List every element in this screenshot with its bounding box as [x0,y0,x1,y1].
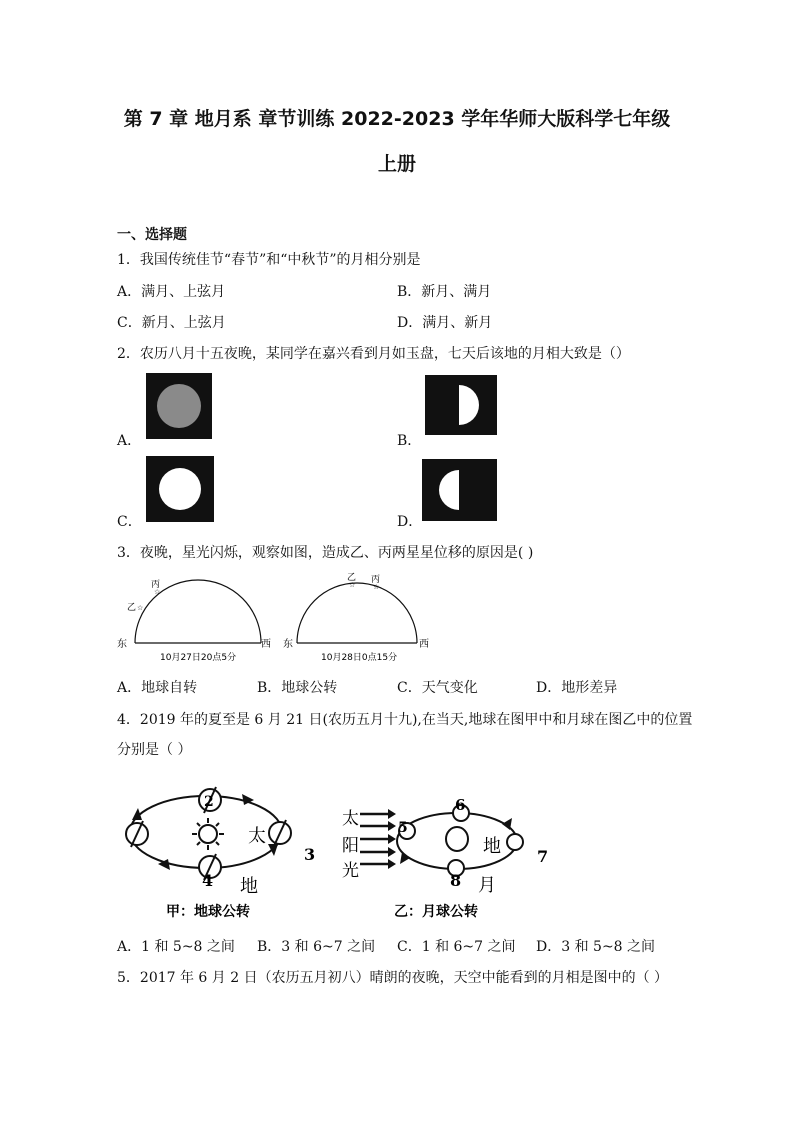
sunlight-label-1: 太 [342,809,359,829]
position-6-label: 6 [455,796,466,814]
orbit-arrow-icon [268,844,278,856]
moon-label: 月 [478,875,496,896]
sky-arc [297,583,417,643]
figure-2-caption: 10月28日0点15分 [321,653,398,663]
moon-phase-c-figure [146,456,214,522]
question-2-option-c: C． [117,514,142,530]
west-label: 西 [419,639,429,650]
moon-phase-a-figure [146,373,212,439]
position-8-label: 8 [450,871,462,890]
star-position-figure-2 [283,570,453,665]
star-b-label: 乙 [127,603,137,613]
question-3-option-b: B．地球公转 [257,680,338,696]
earth-position-3-icon [269,820,291,846]
question-4-stem-line2: 分别是（ ） [117,742,192,758]
star-c-icon: ☆ [373,583,380,591]
star-position-figure-1 [115,570,285,665]
question-3-option-c: C．天气变化 [397,680,478,696]
orbit-arrow-icon [400,852,410,864]
question-4-option-c: C．1 和 6~7 之间 [397,939,516,955]
question-3-option-d: D．地形差异 [536,680,618,696]
night-sky-background [422,459,497,521]
star-b-icon: ☆ [349,581,356,589]
star-b-label: 乙 [347,573,357,583]
moon-position-7-shape [507,834,523,850]
position-2-label: 2 [204,794,214,810]
question-1-option-c: C．新月、上弦月 [117,315,226,331]
page-title: 第 7 章 地月系 章节训练 2022-2023 学年华师大版科学七年级 [123,108,671,130]
question-3-option-a: A．地球自转 [117,680,198,696]
sunlight-arrows-icon [360,809,396,869]
sunlight-label-2: 阳 [342,836,359,856]
figure-1-caption: 10月27日20点5分 [160,653,237,663]
question-5-stem: 5．2017 年 6 月 2 日（农历五月初八）晴朗的夜晚，天空中能看到的月相是图中的（ ） [117,970,669,986]
question-2-stem: 2．农历八月十五夜晚，某同学在嘉兴看到月如玉盘，七天后该地的月相大致是（） [117,346,630,362]
sun-label: 太 [248,826,266,847]
section-heading: 一、选择题 [117,227,187,243]
earth-position-1-icon [126,821,148,847]
star-c-label: 丙 [151,580,161,590]
sunlight-label-3: 光 [342,861,359,881]
question-4-option-a: A．1 和 5~8 之间 [117,939,235,955]
question-4-option-b: B．3 和 6~7 之间 [257,939,376,955]
earth-revolution-figure [118,780,328,925]
full-moon-shape [159,468,201,510]
star-c-label: 丙 [371,575,381,585]
question-2-option-d: D． [397,514,423,530]
sun-icon [192,818,224,850]
east-label: 东 [283,639,293,650]
earth-shape [446,827,468,851]
position-7-label: 7 [537,847,549,866]
figure-a-caption: 甲：地球公转 [166,904,250,920]
star-b-icon: ☆ [137,604,144,612]
full-moon-dim-shape [157,384,201,428]
moon-phase-d-figure [422,459,497,521]
earth-label: 地 [240,876,258,897]
earth-label: 地 [483,836,501,857]
question-4-option-d: D．3 和 5~8 之间 [536,939,656,955]
question-2-option-b: B． [397,433,422,449]
moon-phase-b-figure [425,375,497,435]
position-5-label: 5 [398,820,408,836]
question-1-option-a: A．满月、上弦月 [117,284,226,300]
question-1-option-b: B．新月、满月 [397,284,492,300]
question-1-stem: 1．我国传统佳节“春节”和“中秋节”的月相分别是 [117,252,421,268]
question-1-option-d: D．满月、新月 [397,315,493,331]
question-2-option-a: A． [117,433,142,449]
page-title-line2: 上册 [377,153,416,175]
position-4-label: 4 [202,871,214,890]
position-3-label: 3 [304,845,316,864]
question-3-stem: 3．夜晚，星光闪烁，观察如图，造成乙、丙两星星位移的原因是( ) [117,545,534,561]
question-4-stem-line1: 4．2019 年的夏至是 6 月 21 日(农历五月十九),在当天,地球在图甲中和月球在图乙中的位置 [117,712,693,728]
moon-revolution-figure [338,790,558,925]
west-label: 西 [261,639,271,650]
star-c-icon: ☆ [154,588,161,596]
figure-b-caption: 乙：月球公转 [394,904,478,920]
east-label: 东 [117,639,127,650]
